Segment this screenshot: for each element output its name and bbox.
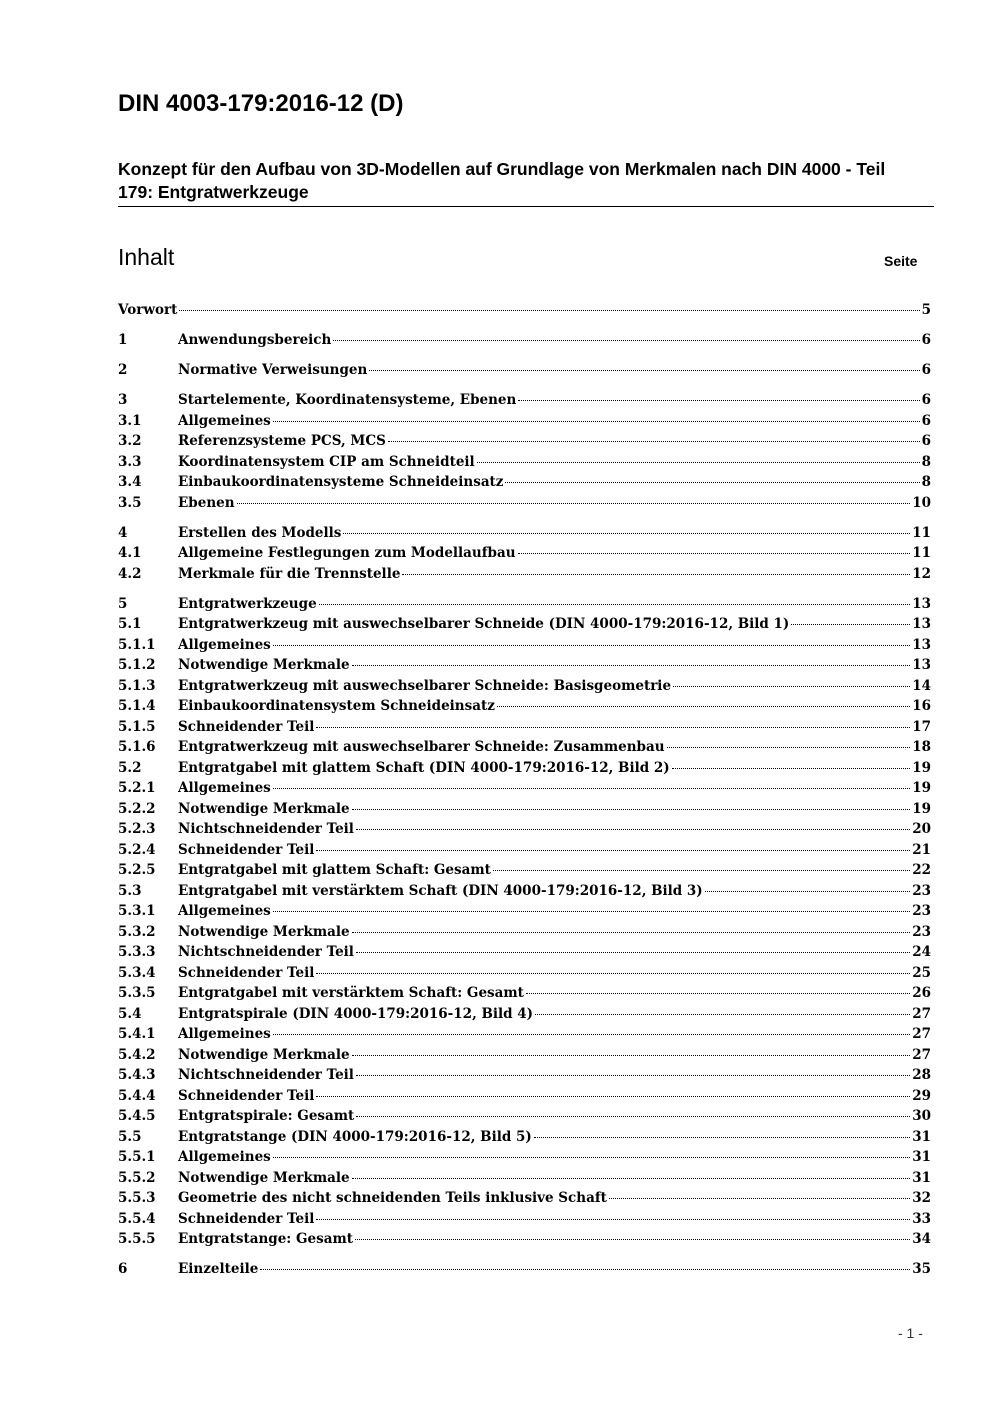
toc-entry-number: 3.4: [118, 474, 142, 490]
toc-entry[interactable]: [118, 780, 931, 801]
toc-entry-number: 5.1: [118, 616, 142, 632]
toc-dot-leader: [609, 1198, 910, 1199]
toc-entry-number: 5.4.2: [118, 1046, 156, 1063]
toc-entry-page: 23: [912, 882, 931, 899]
toc-entry-number: 5.4: [118, 1005, 142, 1022]
toc-dot-leader: [791, 624, 910, 625]
toc-entry[interactable]: [118, 1108, 931, 1129]
toc-entry-page: 13: [912, 636, 931, 653]
toc-entry-number: 5.2.2: [118, 800, 156, 817]
toc-entry-page: 17: [912, 718, 931, 735]
toc-entry-title: Geometrie des nicht schneidenden Teils inklusive Schaft: [178, 1190, 607, 1206]
toc-dot-leader: [273, 1157, 910, 1158]
toc-entry-number: 2: [118, 362, 128, 378]
page-column-label: Seite: [884, 253, 918, 269]
toc-entry-title: Einbaukoordinatensysteme Schneideinsatz: [178, 474, 504, 490]
toc-entry[interactable]: [118, 862, 931, 883]
toc-entry-title: Notwendige Merkmale: [178, 1046, 350, 1063]
toc-entry-title: Merkmale für die Trennstelle: [178, 565, 401, 582]
toc-entry-page: 28: [912, 1067, 931, 1083]
toc-entry-number: 6: [118, 1261, 128, 1277]
toc-entry-page: 16: [912, 698, 931, 714]
toc-entry[interactable]: [118, 454, 931, 475]
toc-entry-title: Allgemeines: [178, 780, 271, 796]
toc-entry[interactable]: [118, 616, 931, 637]
toc-dot-leader: [260, 1269, 910, 1270]
toc-entry-title: Entgratspirale (DIN 4000-179:2016-12, Bild 4): [178, 1005, 534, 1022]
toc-entry-title: Allgemeines: [178, 1149, 271, 1165]
toc-entry-number: 5.4.4: [118, 1087, 156, 1104]
toc-entry-title: Allgemeines: [178, 903, 271, 919]
toc-entry-number: Vorwort: [118, 302, 178, 318]
toc-entry-title: Schneidender Teil: [178, 964, 315, 981]
toc-entry-page: 11: [912, 524, 931, 541]
toc-entry-title: Allgemeines: [178, 636, 271, 653]
toc-dot-leader: [493, 870, 910, 871]
toc-entry-page: 24: [912, 944, 931, 960]
toc-dot-leader: [316, 1096, 910, 1097]
toc-entry-number: 5.1.6: [118, 739, 156, 755]
toc-entry-number: 5.1.5: [118, 718, 156, 735]
toc-dot-leader: [388, 441, 920, 442]
toc-entry-title: Entgratwerkzeug mit auswechselbarer Schneide (DIN 4000-179:2016-12, Bild 1): [178, 616, 790, 632]
toc-entry-page: 27: [912, 1026, 931, 1042]
toc-dot-leader: [667, 747, 911, 748]
toc-entry-title: Schneidender Teil: [178, 841, 315, 858]
toc-entry-page: 25: [912, 964, 931, 981]
toc-entry-title: Entgratstange (DIN 4000-179:2016-12, Bild 5): [178, 1128, 532, 1145]
toc-entry-page: 13: [912, 595, 931, 612]
toc-entry-page: 31: [912, 1149, 931, 1165]
toc-dot-leader: [356, 1075, 910, 1076]
document-subtitle: Konzept für den Aufbau von 3D-Modellen auf Grundlage von Merkmalen nach DIN 4000 - Teil 179: Entgratwerkzeuge: [118, 159, 886, 202]
toc-dot-leader: [333, 340, 919, 341]
toc-dot-leader: [369, 370, 919, 371]
toc-dot-leader: [352, 809, 911, 810]
toc-dot-leader: [356, 829, 910, 830]
toc-entry-number: 5.1.3: [118, 677, 156, 694]
toc-entry-page: 12: [912, 565, 931, 582]
toc-entry-number: 5.4.1: [118, 1026, 156, 1042]
toc-entry-title: Einzelteile: [178, 1261, 259, 1277]
toc-entry[interactable]: [118, 1149, 931, 1170]
toc-entry[interactable]: [118, 657, 931, 678]
toc-dot-leader: [179, 310, 919, 311]
toc-dot-leader: [535, 1014, 910, 1015]
toc-dot-leader: [673, 686, 910, 687]
toc-dot-leader: [356, 1116, 910, 1117]
toc-entry-page: 22: [912, 862, 931, 878]
toc-entry[interactable]: [118, 566, 931, 587]
toc-entry-title: Nichtschneidender Teil: [178, 1067, 354, 1083]
toc-entry[interactable]: [118, 1006, 931, 1027]
toc-entry-title: Notwendige Merkmale: [178, 800, 350, 817]
toc-dot-leader: [316, 850, 910, 851]
toc-dot-leader: [518, 400, 919, 401]
toc-entry-number: 3.5: [118, 494, 142, 511]
toc-entry-page: 6: [921, 362, 931, 378]
toc-entry-number: 3.1: [118, 412, 142, 429]
toc-dot-leader: [518, 553, 911, 554]
toc-entry[interactable]: [118, 1067, 931, 1088]
toc-entry-number: 5.2.5: [118, 862, 156, 878]
toc-entry-page: 8: [921, 453, 931, 470]
toc-entry[interactable]: [118, 1231, 931, 1252]
toc-entry[interactable]: [118, 1129, 931, 1150]
toc-entry[interactable]: [118, 1170, 931, 1191]
toc-entry-title: Referenzsysteme PCS, MCS: [178, 433, 386, 449]
toc-dot-leader: [273, 645, 910, 646]
toc-entry-title: Allgemeines: [178, 412, 271, 429]
toc-entry-number: 5.2: [118, 759, 142, 776]
toc-entry-number: 5.4.5: [118, 1108, 156, 1124]
toc-entry-page: 14: [912, 677, 931, 694]
toc-entry-title: Entgratgabel mit verstärktem Schaft: Gesamt: [178, 985, 524, 1001]
toc-entry[interactable]: [118, 801, 931, 822]
toc-entry-title: Entgratwerkzeug mit auswechselbarer Schneide: Zusammenbau: [178, 739, 665, 755]
toc-dot-leader: [273, 788, 910, 789]
toc-entry-title: Ebenen: [178, 494, 235, 511]
toc-entry[interactable]: [118, 1088, 931, 1109]
toc-entry[interactable]: [118, 302, 931, 323]
toc-entry[interactable]: [118, 637, 931, 658]
toc-entry-page: 8: [921, 474, 931, 490]
toc-entry-page: 35: [912, 1261, 931, 1277]
toc-entry-number: 5.5.1: [118, 1149, 156, 1165]
toc-entry-number: 5.5: [118, 1128, 142, 1145]
toc-entry-page: 6: [921, 433, 931, 449]
toc-dot-leader: [237, 503, 911, 504]
toc-dot-leader: [352, 932, 911, 933]
toc-entry-number: 3.3: [118, 453, 142, 470]
toc-entry[interactable]: [118, 1261, 931, 1282]
toc-entry-number: 5.2.1: [118, 780, 156, 796]
toc-entry[interactable]: [118, 413, 931, 434]
toc-dot-leader: [672, 768, 911, 769]
toc-entry-title: Anwendungsbereich: [178, 332, 332, 348]
toc-entry[interactable]: [118, 433, 931, 454]
toc-entry-number: 5.1.2: [118, 657, 156, 673]
toc-entry[interactable]: [118, 1047, 931, 1068]
title-divider: [118, 206, 934, 207]
toc-entry-number: 3: [118, 392, 128, 408]
toc-dot-leader: [316, 973, 910, 974]
toc-entry-page: 6: [921, 392, 931, 408]
toc-entry[interactable]: [118, 985, 931, 1006]
toc-entry-title: Allgemeine Festlegungen zum Modellaufbau: [178, 545, 516, 561]
toc-entry-number: 4: [118, 524, 128, 541]
toc-entry-page: 31: [912, 1128, 931, 1145]
toc-entry-number: 4.2: [118, 565, 142, 582]
toc-entry-title: Entgratwerkzeuge: [178, 595, 317, 612]
toc-entry-title: Erstellen des Modells: [178, 524, 342, 541]
toc-entry-page: 29: [912, 1087, 931, 1104]
table-of-contents: [118, 302, 931, 1282]
toc-entry-title: Startelemente, Koordinatensysteme, Ebenen: [178, 392, 517, 408]
toc-entry-page: 10: [912, 494, 931, 511]
toc-entry[interactable]: [118, 821, 931, 842]
toc-entry[interactable]: [118, 495, 931, 516]
toc-dot-leader: [319, 604, 911, 605]
toc-dot-leader: [534, 1137, 910, 1138]
toc-entry-page: 34: [912, 1231, 931, 1247]
toc-dot-leader: [705, 891, 911, 892]
toc-dot-leader: [355, 1239, 910, 1240]
toc-entry-title: Nichtschneidender Teil: [178, 821, 354, 837]
toc-entry[interactable]: [118, 883, 931, 904]
toc-dot-leader: [505, 482, 919, 483]
toc-entry-title: Entgratgabel mit glattem Schaft: Gesamt: [178, 862, 491, 878]
toc-entry-title: Entgratspirale: Gesamt: [178, 1108, 355, 1124]
toc-entry[interactable]: [118, 545, 931, 566]
toc-entry[interactable]: [118, 1026, 931, 1047]
toc-entry-number: 5.5.5: [118, 1231, 156, 1247]
toc-entry[interactable]: [118, 698, 931, 719]
toc-entry-page: 26: [912, 985, 931, 1001]
toc-entry-title: Einbaukoordinatensystem Schneideinsatz: [178, 698, 495, 714]
toc-entry[interactable]: [118, 739, 931, 760]
toc-entry-page: 19: [912, 780, 931, 796]
toc-entry[interactable]: [118, 1190, 931, 1211]
toc-entry-page: 30: [912, 1108, 931, 1124]
toc-entry-title: Koordinatensystem CIP am Schneidteil: [178, 453, 475, 470]
toc-entry-title: Entgratwerkzeug mit auswechselbarer Schneide: Basisgeometrie: [178, 677, 672, 694]
toc-entry-number: 5.3.3: [118, 944, 156, 960]
toc-entry[interactable]: [118, 965, 931, 986]
toc-entry-number: 4.1: [118, 545, 142, 561]
toc-entry-title: Normative Verweisungen: [178, 362, 368, 378]
toc-entry-number: 5.4.3: [118, 1067, 156, 1083]
toc-dot-leader: [497, 706, 910, 707]
toc-entry-page: 19: [912, 800, 931, 817]
toc-entry-title: Nichtschneidender Teil: [178, 944, 354, 960]
toc-entry-number: 5.3.2: [118, 923, 156, 940]
toc-dot-leader: [316, 727, 910, 728]
toc-entry-title: Entgratgabel mit verstärktem Schaft (DIN 4000-179:2016-12, Bild 3): [178, 882, 703, 899]
toc-entry-page: 11: [912, 545, 931, 561]
toc-entry-page: 31: [912, 1169, 931, 1186]
toc-entry[interactable]: [118, 842, 931, 863]
toc-dot-leader: [402, 574, 910, 575]
toc-dot-leader: [352, 1178, 911, 1179]
toc-entry[interactable]: [118, 760, 931, 781]
toc-entry-page: 27: [912, 1005, 931, 1022]
toc-entry-title: Schneidender Teil: [178, 1210, 315, 1227]
toc-entry-number: 5.3.5: [118, 985, 156, 1001]
toc-entry-page: 23: [912, 903, 931, 919]
toc-entry[interactable]: [118, 719, 931, 740]
toc-entry-page: 5: [921, 302, 931, 318]
toc-entry-page: 23: [912, 923, 931, 940]
toc-entry-page: 32: [912, 1190, 931, 1206]
toc-entry-page: 18: [912, 739, 931, 755]
toc-entry-page: 13: [912, 616, 931, 632]
toc-entry[interactable]: [118, 596, 931, 617]
toc-dot-leader: [352, 1055, 911, 1056]
toc-dot-leader: [356, 952, 910, 953]
toc-entry-page: 20: [912, 821, 931, 837]
toc-entry[interactable]: [118, 924, 931, 945]
toc-entry-page: 21: [912, 841, 931, 858]
toc-dot-leader: [477, 462, 920, 463]
toc-entry-number: 5: [118, 595, 128, 612]
toc-entry-page: 13: [912, 657, 931, 673]
toc-entry[interactable]: [118, 678, 931, 699]
toc-entry-title: Schneidender Teil: [178, 1087, 315, 1104]
toc-entry[interactable]: [118, 525, 931, 546]
toc-entry-number: 5.5.4: [118, 1210, 156, 1227]
toc-entry-number: 5.1.1: [118, 636, 156, 653]
toc-dot-leader: [526, 993, 910, 994]
toc-entry-page: 6: [921, 412, 931, 429]
toc-entry-title: Schneidender Teil: [178, 718, 315, 735]
toc-entry-number: 5.2.3: [118, 821, 156, 837]
toc-entry[interactable]: [118, 332, 931, 353]
page-number: - 1 -: [898, 1325, 923, 1341]
toc-dot-leader: [343, 533, 910, 534]
toc-entry-number: 5.3.4: [118, 964, 156, 981]
toc-entry[interactable]: [118, 903, 931, 924]
toc-entry-title: Entgratgabel mit glattem Schaft (DIN 4000-179:2016-12, Bild 2): [178, 759, 670, 776]
toc-entry-number: 5.3.1: [118, 903, 156, 919]
toc-dot-leader: [273, 911, 910, 912]
toc-entry-number: 5.5.2: [118, 1169, 156, 1186]
toc-heading: Inhalt: [118, 244, 175, 270]
toc-entry-title: Notwendige Merkmale: [178, 923, 350, 940]
toc-dot-leader: [316, 1219, 910, 1220]
toc-entry-title: Notwendige Merkmale: [178, 1169, 350, 1186]
toc-entry-page: 33: [912, 1210, 931, 1227]
toc-entry-number: 5.2.4: [118, 841, 156, 858]
toc-entry-number: 5.1.4: [118, 698, 156, 714]
toc-entry-number: 5.3: [118, 882, 142, 899]
toc-entry-number: 5.5.3: [118, 1190, 156, 1206]
toc-entry-page: 6: [921, 332, 931, 348]
toc-entry-title: Allgemeines: [178, 1026, 271, 1042]
toc-entry[interactable]: [118, 392, 931, 413]
toc-entry[interactable]: [118, 1211, 931, 1232]
document-title: DIN 4003-179:2016-12 (D): [118, 90, 404, 117]
toc-dot-leader: [352, 665, 911, 666]
toc-entry[interactable]: [118, 474, 931, 495]
toc-entry-title: Entgratstange: Gesamt: [178, 1231, 353, 1247]
toc-entry-number: 1: [118, 332, 128, 348]
toc-entry[interactable]: [118, 362, 931, 383]
toc-dot-leader: [273, 1034, 910, 1035]
toc-entry-page: 19: [912, 759, 931, 776]
toc-entry-page: 27: [912, 1046, 931, 1063]
toc-entry-title: Notwendige Merkmale: [178, 657, 350, 673]
toc-dot-leader: [273, 421, 920, 422]
toc-entry-number: 3.2: [118, 433, 142, 449]
toc-entry[interactable]: [118, 944, 931, 965]
